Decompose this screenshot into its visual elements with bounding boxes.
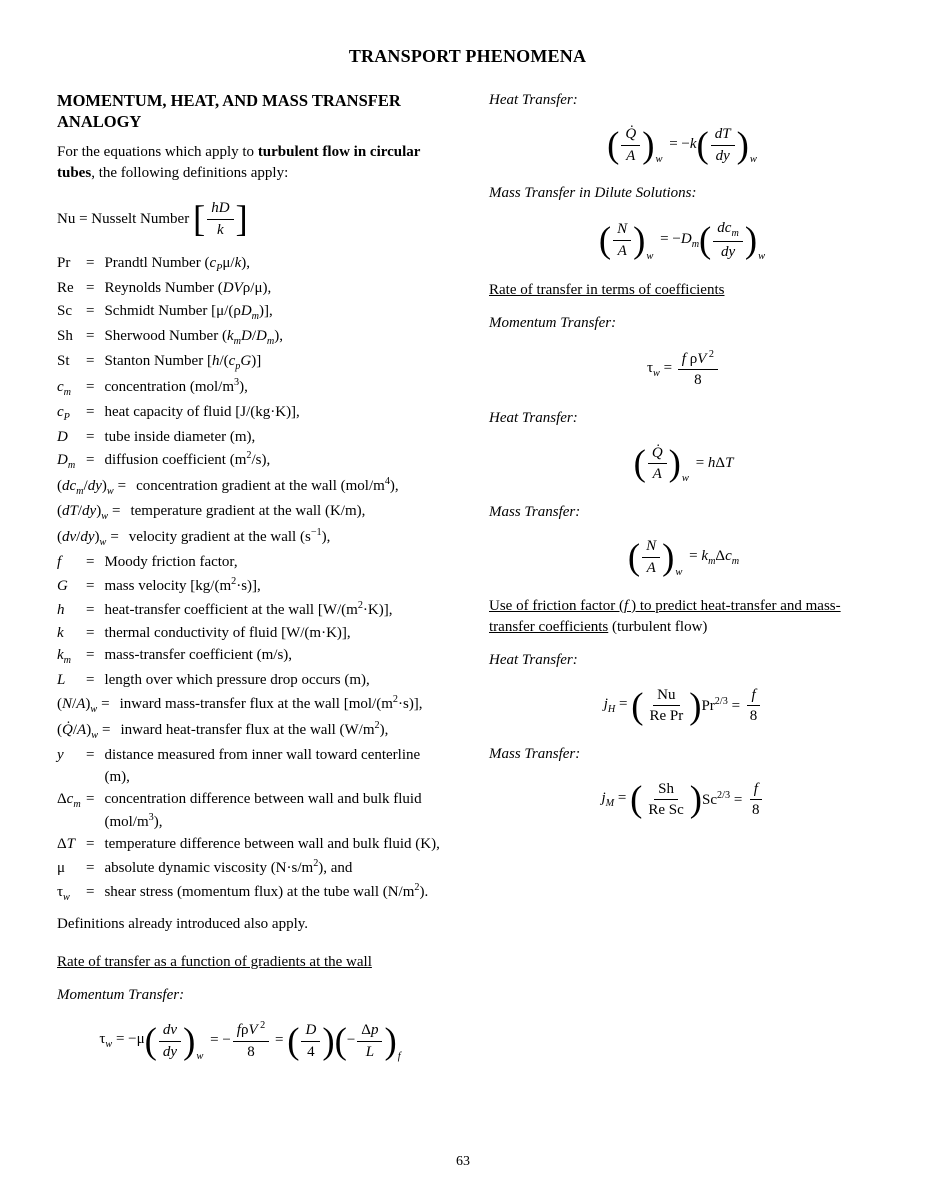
colburn-jm-equation	[489, 780, 878, 821]
definition-symbol: h	[57, 601, 65, 618]
equation-text: = $k_m\Delta c_m$	[685, 547, 740, 567]
group-subscript: w	[646, 251, 654, 263]
nusselt-number-equation	[57, 199, 446, 240]
definition-row	[57, 278, 446, 299]
fraction-denominator: 8	[694, 372, 702, 389]
definition-text: heat capacity of fluid [J/(kg·K)],	[104, 403, 300, 420]
definition-symbol: $(Q̇/A)_w$	[57, 722, 98, 742]
equation-text: $\tau_w = -\mu$	[99, 1031, 145, 1051]
definition-row	[57, 427, 446, 448]
definition-text: mass-transfer coefficient (m/s),	[104, 647, 293, 664]
fraction-denominator: A	[617, 242, 627, 259]
paren-group	[699, 219, 757, 263]
definition-text: length over which pressure drop occurs (m),	[104, 672, 370, 689]
definition-text: inward heat-transfer flux at the wall $(W/m^2)$,	[120, 720, 389, 739]
definition-symbol: $c_m$	[57, 378, 72, 398]
paren-group	[145, 1021, 196, 1062]
definition-symbol: G	[57, 578, 68, 595]
fraction	[207, 199, 233, 240]
definition-symbol: $c_P$	[57, 403, 70, 423]
fraction-numerator: ( Q̇	[621, 125, 640, 146]
paren-group	[335, 1021, 397, 1062]
equation-text: Nu = Nusselt Number	[57, 210, 193, 227]
definition-row	[57, 599, 446, 621]
fraction-numerator: ( N	[642, 537, 660, 558]
paren-group	[630, 780, 702, 821]
definition-equals: =	[86, 554, 95, 571]
momentum-gradient-equation	[57, 1020, 446, 1062]
definition-equals: =	[86, 624, 95, 641]
fraction	[644, 780, 687, 821]
definition-text: absolute dynamic viscosity $(N\cdot s/m^2)$, and	[104, 858, 353, 877]
definition-equals: =	[86, 452, 95, 469]
definition-symbol: $(dT/dy)_w$	[57, 503, 108, 523]
fraction-numerator: ( Nu	[653, 686, 679, 707]
mass-dilute-label: Mass Transfer in Dilute Solutions:	[489, 185, 697, 202]
fraction	[642, 537, 660, 578]
definition-symbol: Sc	[57, 302, 72, 319]
definition-row	[57, 301, 446, 324]
definition-symbol: St	[57, 352, 70, 369]
definition-text: Moody friction factor,	[104, 554, 238, 571]
fraction-denominator: 4	[307, 1043, 315, 1060]
definition-equals: =	[101, 722, 111, 739]
section-heading-analogy: MOMENTUM, HEAT, AND MASS TRANSFER ANALOGY	[57, 90, 401, 131]
definition-text: concentration $(mol/m^3)$,	[104, 376, 248, 395]
definitions-note: Definitions already introduced also apply.	[57, 915, 309, 932]
definition-symbol: $(dv/dy)_w$	[57, 529, 107, 549]
fraction-numerator: fρV $^2$	[233, 1020, 269, 1042]
definition-equals: =	[86, 860, 95, 877]
colburn-jh-equation	[489, 686, 878, 727]
fraction	[711, 125, 735, 166]
paren-group	[634, 444, 681, 485]
definition-row	[57, 501, 446, 524]
fraction	[648, 444, 667, 485]
fraction	[621, 125, 640, 166]
fraction-numerator: ( D	[301, 1021, 320, 1042]
definition-equals: =	[86, 884, 95, 901]
definition-row	[57, 719, 446, 743]
page-title: TRANSPORT PHENOMENA	[348, 46, 587, 66]
definition-text: Schmidt Number $[\mu/(\rho D_m)]$,	[104, 302, 273, 322]
definition-text: inward mass-transfer flux at the wall $[mol/(m^2\cdot s)]$,	[119, 694, 423, 713]
definition-equals: =	[111, 503, 121, 520]
definition-symbol: $\tau_w$	[57, 884, 70, 904]
definition-symbol: D	[57, 428, 68, 445]
fraction-denominator: A	[652, 466, 662, 483]
bracket-group	[193, 199, 248, 240]
equation-text: $\tau_w$ =	[646, 359, 676, 379]
mass-dilute-equation	[489, 219, 878, 263]
definition-symbol: y	[57, 747, 64, 764]
definition-row	[57, 670, 446, 691]
definitions-list	[57, 253, 446, 906]
equation-text: $Sc^{2/3}$ =	[702, 789, 747, 808]
definition-row	[57, 857, 446, 879]
paren-group	[287, 1021, 334, 1062]
equation-text: =	[271, 1032, 288, 1049]
definition-text: Reynolds Number (DVρ/μ),	[104, 279, 272, 296]
equation-text: = $-D_m$	[656, 230, 700, 250]
definition-symbol: $\Delta c_m$	[57, 791, 81, 811]
definition-equals: =	[86, 378, 95, 395]
definition-equals: =	[86, 302, 95, 319]
definition-equals: =	[86, 601, 95, 618]
definition-equals: =	[86, 352, 95, 369]
fraction-denominator: dy	[715, 147, 730, 164]
heat-transfer-label-2: Heat Transfer:	[489, 410, 578, 427]
definition-text: Sherwood Number $(k_mD/D_m)$,	[104, 327, 283, 347]
definition-equals: =	[117, 478, 127, 495]
left-column	[57, 90, 446, 1080]
mass-coefficient-equation	[489, 537, 878, 578]
heat-transfer-label-3: Heat Transfer:	[489, 652, 578, 669]
fraction-numerator: f	[747, 686, 759, 707]
group-subscript: w	[675, 566, 683, 578]
group-subscript: w	[749, 154, 757, 166]
group-subscript: w	[196, 1050, 204, 1062]
definition-equals: =	[86, 672, 95, 689]
heat-gradient-equation	[489, 125, 878, 166]
definition-equals: =	[110, 529, 119, 546]
fraction	[159, 1021, 181, 1062]
fraction	[233, 1020, 269, 1062]
fraction	[357, 1021, 382, 1062]
equation-text: $Pr^{2/3}$ =	[701, 695, 744, 714]
paren-group	[631, 686, 701, 727]
definition-row	[57, 745, 446, 788]
definition-equals: =	[86, 403, 95, 420]
definition-text: concentration gradient at the wall $(mol/m^4)$,	[136, 476, 399, 495]
definition-symbol: $D_m$	[57, 452, 76, 472]
definition-row	[57, 834, 446, 855]
fraction-denominator: L	[365, 1043, 375, 1060]
definition-equals: =	[86, 327, 95, 344]
definition-symbol: k	[57, 624, 64, 641]
equation-text: $j_M$ =	[601, 790, 631, 810]
paren-group	[697, 125, 749, 166]
definition-equals: =	[86, 578, 95, 595]
definition-text: heat-transfer coefficient at the wall $[W/(m^2\cdot K)]$,	[104, 599, 393, 618]
definition-text: thermal conductivity of fluid [W/(m·K)],	[104, 624, 351, 641]
definition-row	[57, 575, 446, 597]
mass-transfer-label-2: Mass Transfer:	[489, 746, 581, 763]
fraction	[613, 220, 631, 261]
heat-coefficient-equation	[489, 444, 878, 485]
definition-row	[57, 449, 446, 473]
definition-symbol: Re	[57, 279, 74, 296]
intro-paragraph: For the equations which apply to turbulent flow in circular tubes, the following definitions apply:	[57, 143, 421, 182]
equation-text: = hΔT	[691, 455, 734, 472]
fraction-denominator: A	[626, 147, 636, 164]
fraction	[301, 1021, 320, 1062]
fraction-numerator: ( N	[613, 220, 631, 241]
momentum-coefficient-equation	[489, 349, 878, 391]
fraction-denominator: Re Pr	[649, 708, 684, 725]
definition-symbol: $(N/A)_w$	[57, 696, 98, 716]
definition-symbol: Sh	[57, 327, 73, 344]
definition-row	[57, 351, 446, 374]
fraction-numerator: f ρV $^2$	[678, 349, 718, 371]
mass-transfer-label-1: Mass Transfer:	[489, 504, 581, 521]
fraction-denominator: dy	[162, 1043, 178, 1060]
definition-row	[57, 253, 446, 276]
definition-text: temperature difference between wall and bulk fluid (K),	[104, 836, 440, 853]
definition-text: concentration difference between wall and bulk fluid $(mol/m^3)$,	[104, 791, 422, 830]
momentum-transfer-label-2: Momentum Transfer:	[489, 315, 617, 332]
definition-equals: =	[86, 747, 95, 764]
definition-equals: =	[86, 647, 95, 664]
fraction-denominator: 8	[247, 1044, 255, 1061]
equation-text: = −k	[665, 136, 697, 153]
page-number: 63	[456, 1154, 470, 1170]
group-subscript: w	[655, 154, 663, 166]
definition-equals: =	[101, 696, 110, 713]
definition-row	[57, 552, 446, 573]
momentum-transfer-label: Momentum Transfer:	[57, 987, 185, 1004]
fraction-denominator: 8	[749, 708, 758, 725]
fraction	[748, 780, 764, 821]
definition-text: diffusion coefficient $(m^2/s)$,	[104, 450, 271, 469]
definition-row	[57, 475, 446, 499]
section-heading-coefficients: Rate of transfer in terms of coefficients	[489, 282, 725, 299]
definition-symbol: μ	[57, 860, 66, 877]
definition-symbol: Pr	[57, 254, 71, 271]
definition-row	[57, 326, 446, 349]
paren-group	[628, 537, 675, 578]
definition-symbol: $k_m$	[57, 647, 72, 667]
definition-equals: =	[86, 428, 95, 445]
definition-symbol: L	[57, 672, 66, 689]
fraction-numerator: [ hD	[207, 199, 233, 220]
definition-row	[57, 376, 446, 400]
definition-row	[57, 526, 446, 550]
equation-text: $j_H$ =	[603, 696, 632, 716]
paren-group	[607, 125, 654, 166]
definition-symbol: ΔT	[57, 836, 75, 853]
right-column	[489, 90, 878, 1080]
fraction	[713, 219, 743, 263]
group-subscript: w	[681, 473, 689, 485]
definition-text: mass velocity $[kg/(m^2\cdot s)]$,	[104, 576, 261, 595]
fraction-denominator: A	[646, 560, 656, 577]
definition-equals: =	[86, 279, 95, 296]
paren-group	[599, 220, 646, 261]
definition-text: shear stress (momentum flux) at the tube wall $(N/m^2)$.	[104, 882, 429, 901]
definition-text: tube inside diameter (m),	[104, 428, 256, 445]
definition-row	[57, 623, 446, 644]
definition-text: Prandtl Number $(c_P\mu/k)$,	[104, 254, 250, 274]
fraction-denominator: dy	[720, 244, 736, 261]
fraction-numerator: Δp	[357, 1021, 382, 1042]
definition-equals: =	[86, 254, 95, 271]
definition-text: Stanton Number $[h/(c_pG)]$	[104, 352, 262, 372]
section-heading-friction-factor: Use of friction factor (f ) to predict heat-transfer and mass-transfer coefficients (turbulent flow)	[489, 597, 841, 636]
fraction-numerator: ( dT	[711, 125, 735, 146]
definition-symbol: $(dc_m/dy)_w$	[57, 478, 114, 498]
fraction-numerator: ( Sh	[654, 780, 678, 801]
heat-transfer-label-1: Heat Transfer:	[489, 91, 578, 108]
group-subscript: f	[397, 1050, 401, 1062]
two-column-layout	[57, 90, 878, 1080]
fraction	[678, 349, 718, 391]
section-heading-gradients: Rate of transfer as a function of gradients at the wall	[57, 953, 372, 970]
fraction-denominator: 8	[752, 802, 760, 819]
fraction	[645, 686, 687, 727]
group-subscript: w	[758, 251, 766, 263]
fraction-numerator: ( Q̇	[648, 444, 667, 465]
equation-text: ( −	[346, 1032, 356, 1049]
definition-row	[57, 402, 446, 425]
definition-row	[57, 881, 446, 905]
definition-equals: =	[86, 836, 95, 853]
definition-equals: =	[86, 791, 95, 808]
fraction-denominator: Re Sc	[648, 802, 684, 819]
definition-row	[57, 693, 446, 717]
fraction-numerator: f	[750, 780, 762, 801]
definition-row	[57, 645, 446, 668]
definition-text: distance measured from inner wall toward centerline (m),	[104, 747, 421, 785]
equation-text: = −	[206, 1032, 231, 1049]
definition-row	[57, 789, 446, 833]
fraction-numerator: ( $dc_m$	[713, 219, 743, 243]
fraction-numerator: ( dv	[159, 1021, 181, 1042]
fraction	[746, 686, 762, 727]
definition-symbol: f	[57, 554, 62, 571]
definition-text: temperature gradient at the wall (K/m),	[130, 503, 366, 520]
definition-text: velocity gradient at the wall $(s^{-1})$,	[128, 527, 331, 546]
fraction-denominator: k	[217, 222, 224, 239]
